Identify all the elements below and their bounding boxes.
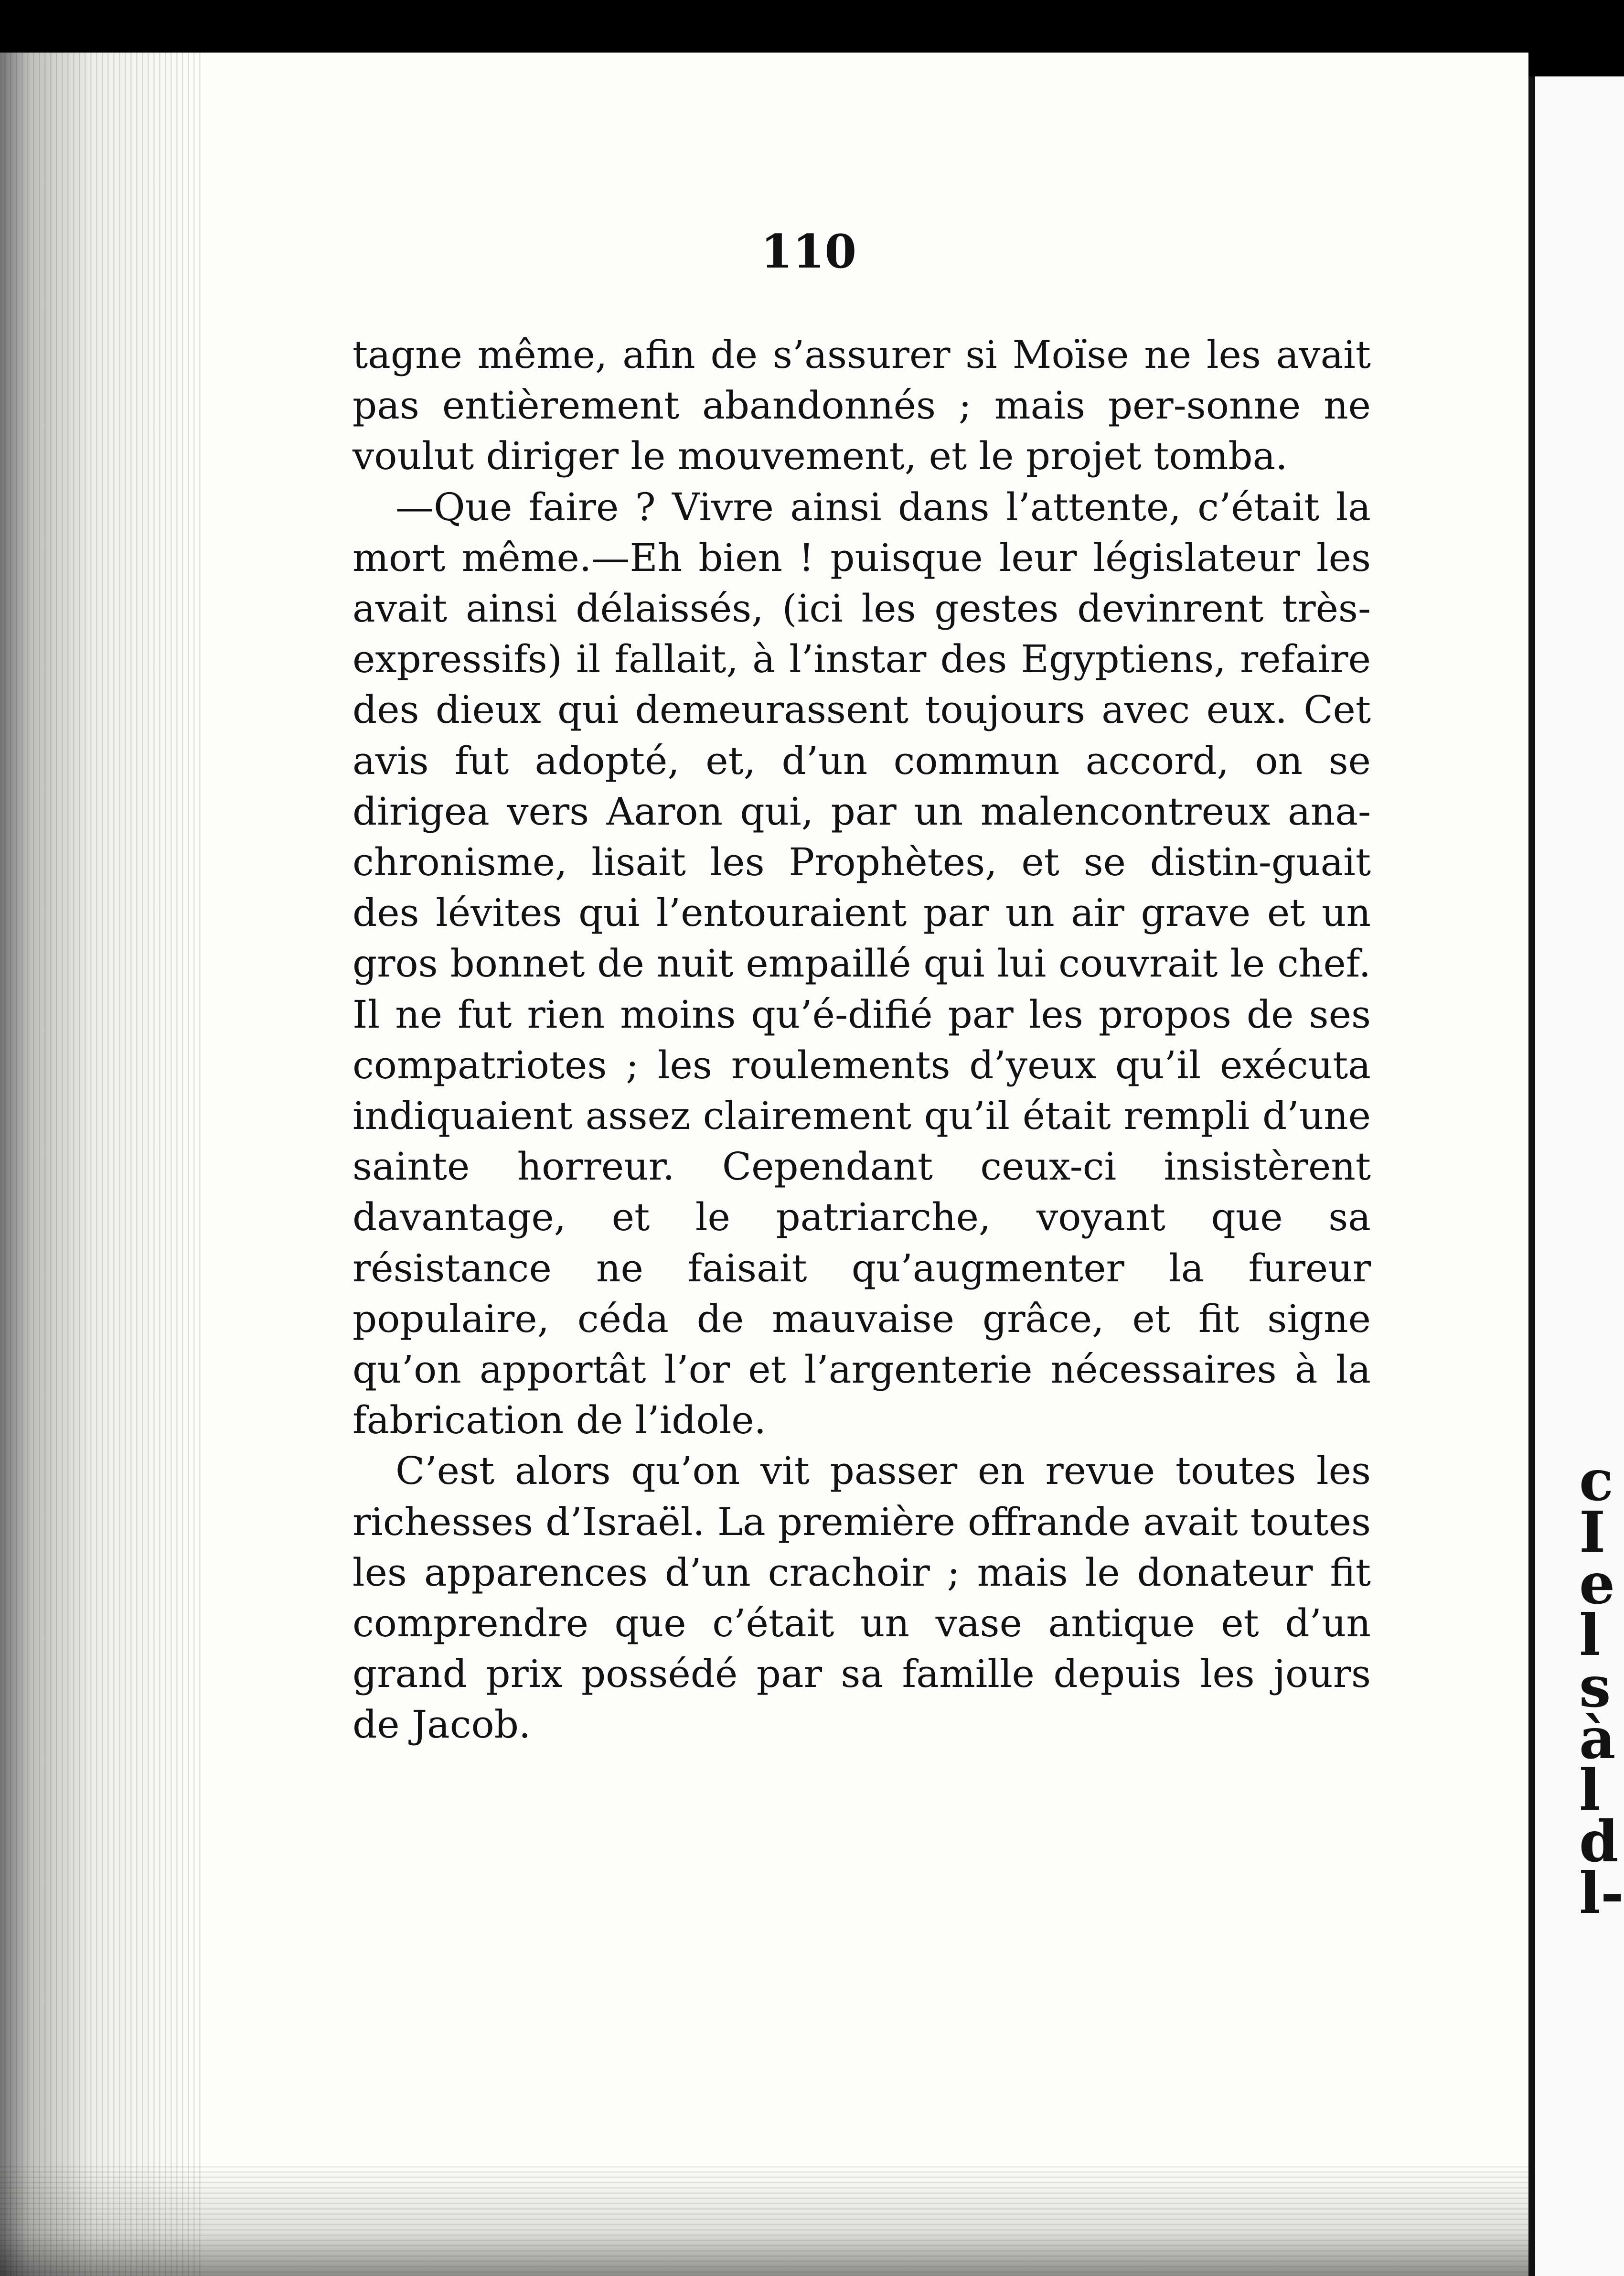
paragraph: tagne même, afin de s’assurer si Moïse ne les avait pas entièrement abandonnés ; mais per-sonne ne voulut diriger le mouvement, et le projet tomba. bbox=[353, 333, 1371, 479]
body-text bbox=[353, 330, 1371, 1750]
facing-page-edge bbox=[1528, 76, 1624, 2276]
facing-page-letter: s bbox=[1579, 1653, 1611, 1720]
facing-page-letter: l- bbox=[1579, 1860, 1624, 1926]
facing-page-letter: I bbox=[1579, 1499, 1606, 1565]
scan-bottom-shadow bbox=[0, 2166, 1528, 2276]
paragraph: —Que faire ? Vivre ainsi dans l’attente, c’était la mort même.—Eh bien ! puisque leur législateur les avait ainsi délaissés, (ici les gestes devinrent très-expressifs) il fallait, à l’instar des Egyptiens, refaire des dieux qui demeurassent toujours avec eux. Cet avis fut adopté, et, d’un commun accord, on se dirigea vers Aaron qui, par un malencontreux ana-chronisme, lisait les Prophètes, et se distin-guait des lévites qui l’entouraient par un air grave et un gros bonnet de nuit empaillé qui lui couvrait le chef. Il ne fut rien moins qu’é-difié par les propos de ses compatriotes ; les roulements d’yeux qu’il exécuta indiquaient assez clairement qu’il était rempli d’une sainte horreur. Cependant ceux-ci insistèrent davantage, et le patriarche, voyant que sa résistance ne faisait qu’augmenter la fureur populaire, céda de mauvaise grâce, et fit signe qu’on apportât l’or et l’argenterie nécessaires à la fabrication de l’idole. bbox=[353, 484, 1371, 1443]
facing-page-letter: e bbox=[1579, 1550, 1615, 1617]
paragraph: C’est alors qu’on vit passer en revue toutes les richesses d’Israël. La première offrande avait toutes les apparences d’un crachoir ; mais le donateur fit comprendre que c’était un vase antique et d’un grand prix possédé par sa famille depuis les jours de Jacob. bbox=[353, 1449, 1371, 1747]
facing-page-letter: à bbox=[1579, 1705, 1616, 1771]
facing-page-letter: l bbox=[1579, 1757, 1601, 1823]
facing-page-letter: c bbox=[1579, 1447, 1613, 1514]
page-number: 110 bbox=[760, 225, 857, 279]
scan-gutter-shadow bbox=[0, 53, 201, 2276]
facing-page-letter: l bbox=[1579, 1602, 1601, 1668]
facing-page-letter: d bbox=[1579, 1808, 1619, 1875]
